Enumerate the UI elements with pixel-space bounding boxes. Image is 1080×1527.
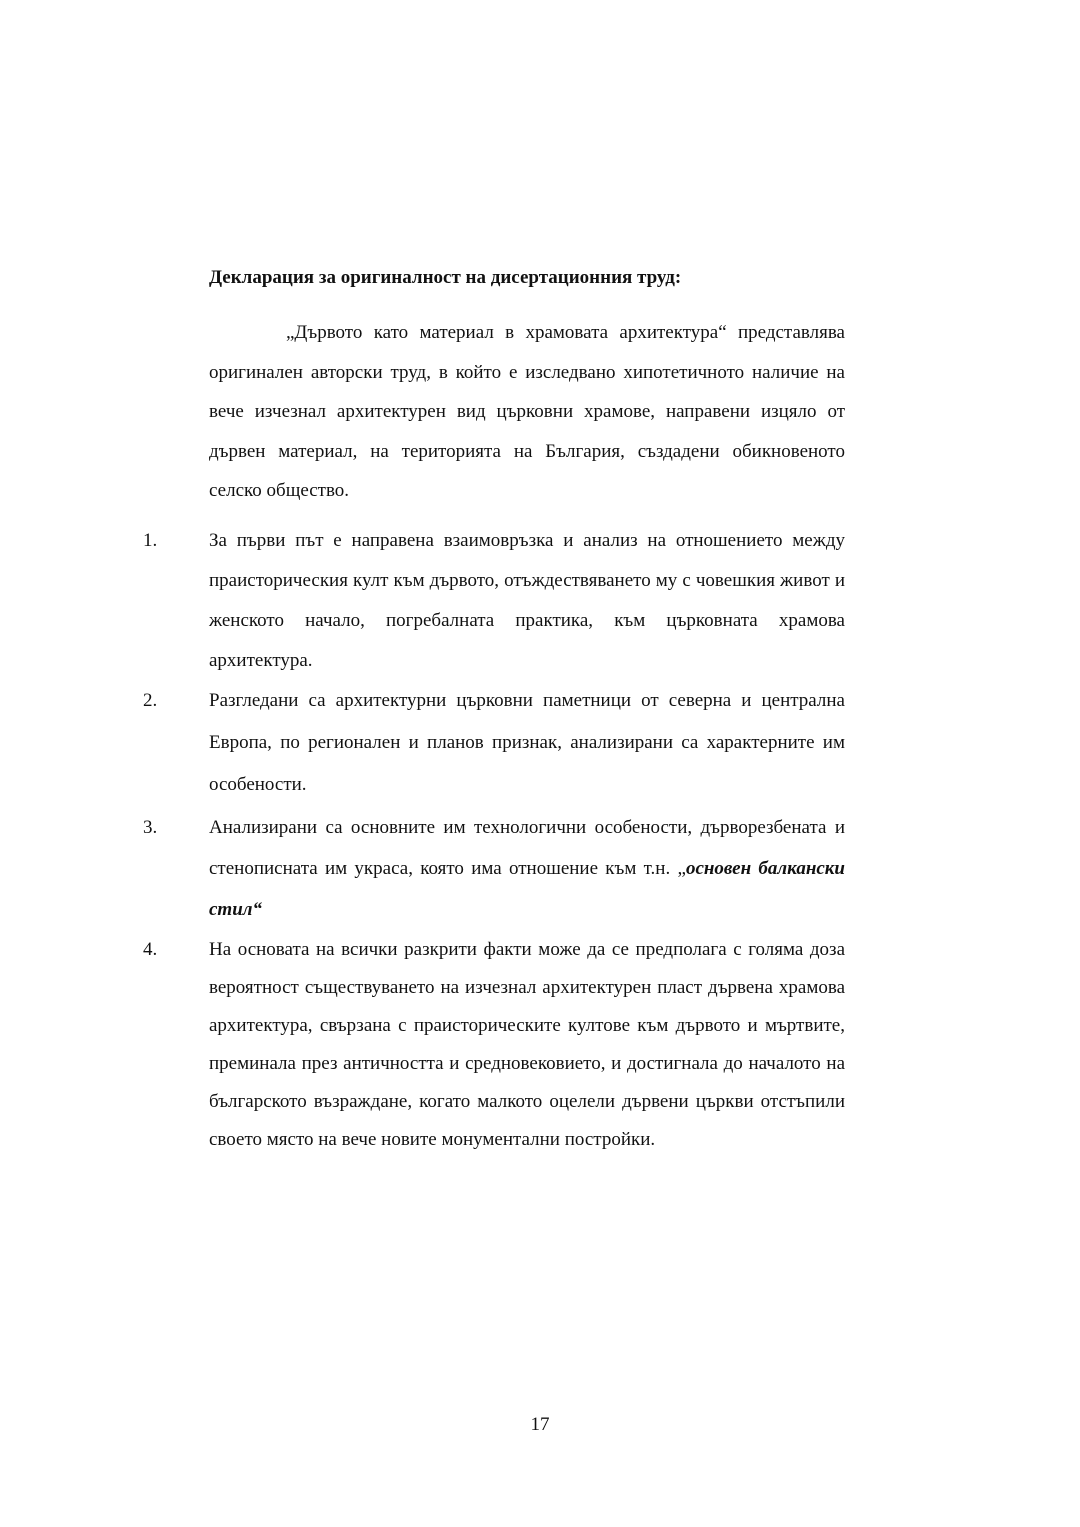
emphasis-term: основен балкански стил“	[209, 858, 846, 920]
list-item-number: 2.	[143, 690, 158, 711]
list-item	[143, 931, 845, 1159]
intro-paragraph: „Дървото като материал в храмовата архитектура“ представлява оригинален авторски труд, в който е изследвано хипотетичното наличие на вече изчезнал архитектурен вид църковни храмове, направени изцяло от дървен материал, на територията на България, създадени обикновеното селско общество.	[209, 322, 845, 501]
page-number: 17	[530, 1414, 550, 1435]
list-item	[143, 521, 845, 681]
list-item-text: Разгледани са архитектурни църковни паметници от северна и централна Европа, по регионален и планов признак, анализирани са характерните им особености.	[209, 690, 845, 795]
list-item-text: За първи път е направена взаимовръзка и анализ на отношението между праисторическия култ към дървото, отъждествяването му с човешкия живот и женското начало, погребалната практика, към църковната храмова архитектура.	[209, 530, 845, 671]
list-item-text	[209, 807, 845, 930]
list-item-number: 1.	[143, 530, 158, 551]
list-item	[143, 680, 845, 806]
list-item	[143, 807, 845, 930]
list-item-text-main: Анализирани са основните им технологични особености, дърворезбената и стенописната им украса, която има отношение към т.н. „	[209, 817, 845, 879]
list-item-number: 3.	[143, 817, 158, 838]
list-item-number: 4.	[143, 939, 158, 960]
declaration-heading: Декларация за оригиналност на дисертационния труд:	[209, 267, 682, 288]
list-item-text: На основата на всички разкрити факти може да се предполага с голяма доза вероятност съществуването на изчезнал архитектурен пласт дървена храмова архитектура, свързана с праисторическите култове към дървото и мъртвите, преминала през античността и средновековието, и достигнала до началото на българското възраждане, когато малкото оцелели дървени църкви отстъпили своето място на вече новите монументални постройки.	[209, 939, 845, 1150]
